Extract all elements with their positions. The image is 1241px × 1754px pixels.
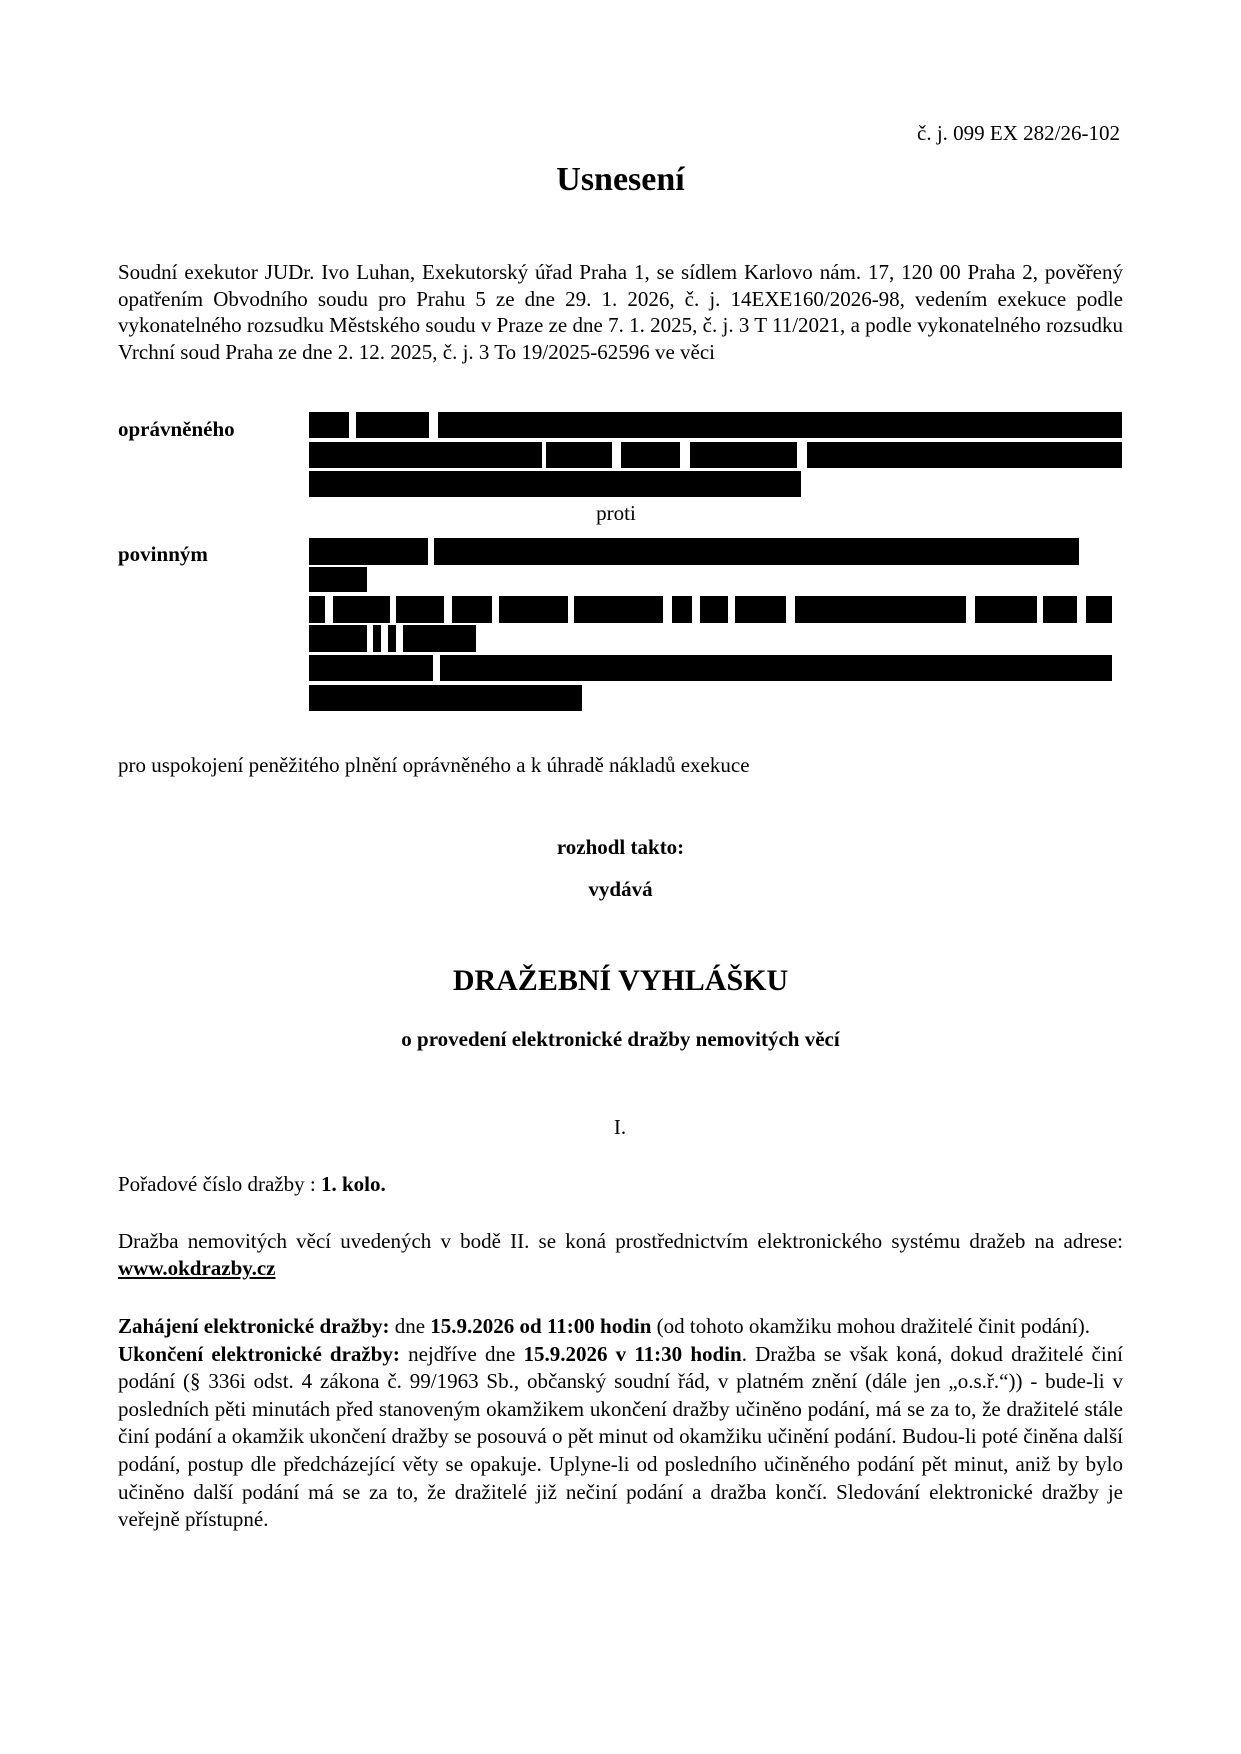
decided-heading: rozhodl takto: [556,835,685,859]
debtor-label: povinným [118,542,208,566]
redaction-bar [866,596,966,623]
redaction-bar [574,596,663,623]
redaction-bar [440,655,1112,681]
auction-notice-subtitle: o provedení elektronické dražby nemovitých věcí [401,1027,840,1051]
start-after: (od tohoto okamžiku mohou dražitelé činit podání). [651,1314,1090,1338]
redaction-bar [438,412,1122,438]
redaction-bar [546,442,612,468]
redaction-bar [807,442,1122,468]
auction-location-text: Dražba nemovitých věcí uvedených v bodě II. se koná prostřednictvím elektronického systému dražeb na adrese: [118,1229,1123,1253]
auction-order-label: Pořadové číslo dražby : [118,1172,321,1196]
redaction-bar [434,538,1079,565]
redaction-bar [499,596,568,623]
purpose-text: pro uspokojení peněžitého plnění oprávněného a k úhradě nákladů exekuce [118,753,750,777]
redaction-bar [388,625,396,652]
redaction-bar [309,538,428,565]
redaction-bar [690,442,797,468]
redaction-bar [309,596,325,623]
creditor-label: oprávněného [118,417,235,441]
redaction-bar [309,412,349,438]
section-numeral: I. [613,1115,627,1139]
redaction-bar [309,655,433,681]
auction-timing-paragraph [118,1313,1123,1534]
auction-order-value: 1. kolo. [320,1172,386,1196]
redaction-bar [452,596,492,623]
redaction-bar [975,596,1037,623]
end-pre: nejdříve dne [399,1341,524,1366]
redaction-bar [356,412,429,438]
redaction-bar [309,442,542,468]
end-label: Ukončení elektronické dražby: [118,1341,400,1366]
end-after: . Dražba se však koná, dokud dražitelé činí podání (§ 336i odst. 4 zákona č. 99/1963 Sb., občanský soudní řád, v platném znění (dále jen „o.s.ř.“)) - bude-li v posledních pěti minutách před stanoveným okamžikem ukončení dražby učiněno podání, má se za to, že dražitelé stále činí podání a okamžik ukončení dražby se posouvá o pět minut od okamžiku učinění podání. Budou-li poté činěna další podání, postup dle předcházející věty se opakuje. Uplyne-li od posledního učiněného podání pět minut, aniž by bylo učiněno další podání má se za to, že dražitelé již nečiní podání a dražba končí. Sledování elektronické dražby je veřejně přístupné. [118,1341,1123,1532]
redaction-bar [700,596,728,623]
intro-paragraph: Soudní exekutor JUDr. Ivo Luhan, Exekutorský úřad Praha 1, se sídlem Karlovo nám. 17, 120 00 Praha 2, pověřený opatřením Obvodního soudu pro Prahu 5 ze dne 29. 1. 2026, č. j. 14EXE160/2026-98, vedením exekuce podle vykonatelného rozsudku Městského soudu v Praze ze dne 7. 1. 2025, č. j. 3 T 11/2021, a podle vykonatelného rozsudku Vrchní soud Praha ze dne 2. 12. 2025, č. j. 3 To 19/2025-62596 ve věci [118,260,1123,364]
issues-heading: vydává [588,877,653,901]
redaction-bar [795,596,875,623]
redaction-bar [309,685,582,711]
redaction-bar [1086,596,1112,623]
auction-order-line [118,1171,386,1197]
case-number: č. j. 099 EX 282/26-102 [917,121,1120,145]
start-value: 15.9.2026 od 11:00 hodin [430,1314,652,1338]
redaction-bar [373,625,381,652]
redaction-bar [672,596,692,623]
auction-url-link[interactable]: www.okdrazby.cz [118,1256,276,1280]
start-pre: dne [389,1314,431,1338]
redaction-bar [333,596,390,623]
redaction-bar [309,567,367,592]
redaction-bar [621,442,680,468]
document-title: Usnesení [556,161,685,198]
end-value: 15.9.2026 v 11:30 hodin [523,1341,742,1366]
redaction-bar [309,471,801,497]
auction-notice-title: DRAŽEBNÍ VYHLÁŠKU [452,964,789,997]
redaction-bar [1043,596,1077,623]
start-label: Zahájení elektronické dražby: [118,1314,390,1338]
against-label: proti [596,501,636,525]
redaction-bar [396,596,444,623]
redaction-bar [735,596,786,623]
auction-location-paragraph [118,1228,1123,1282]
redaction-bar [309,625,367,652]
redaction-bar [403,625,476,652]
